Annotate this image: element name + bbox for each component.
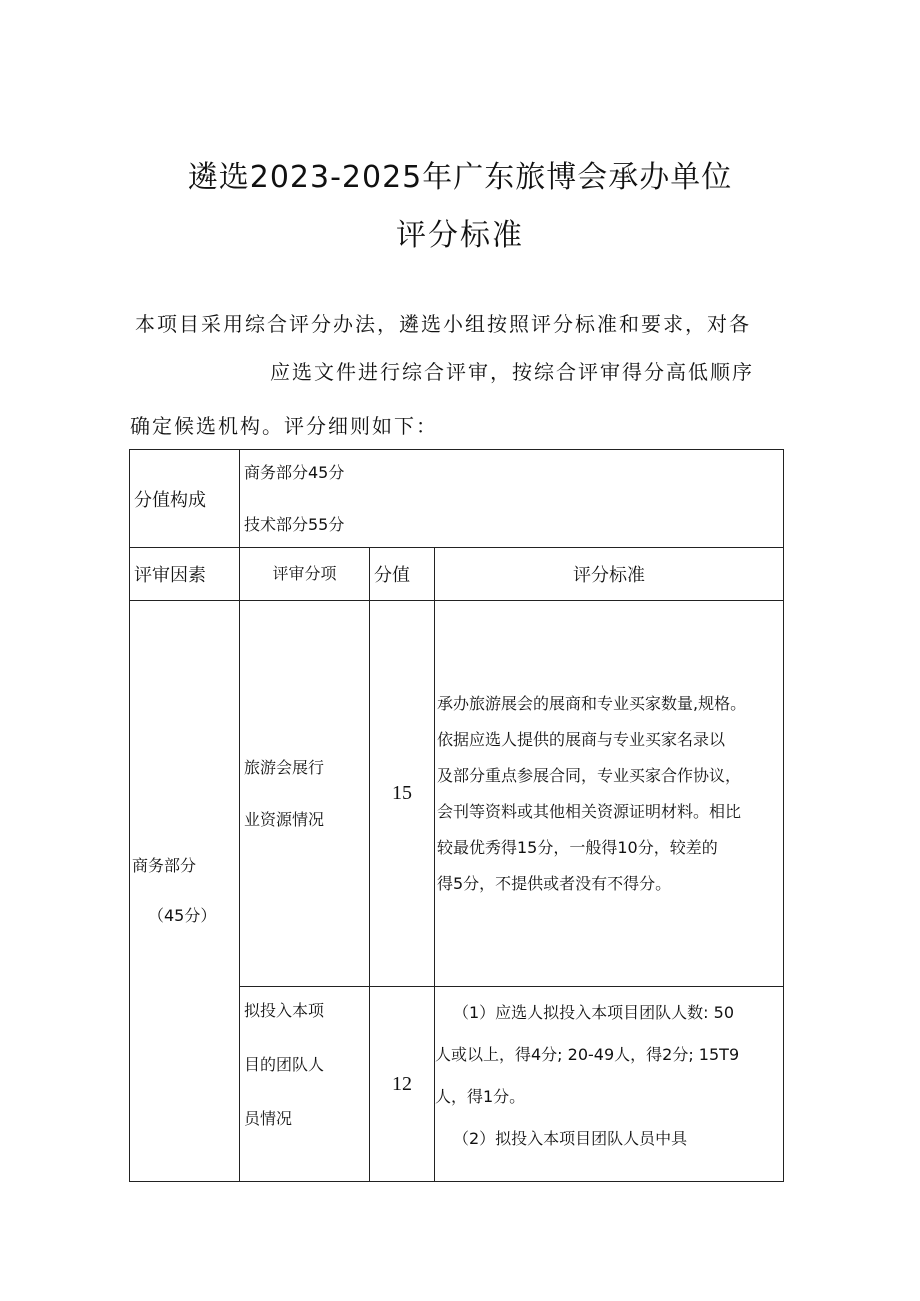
category-cell [130, 601, 240, 1182]
criteria-cell [435, 601, 784, 987]
criteria-line: （1）应选人拟投入本项目团队人数: 50 [453, 1003, 735, 1022]
score-cell: 12 [370, 987, 435, 1182]
header-standard: 评分标准 [435, 548, 784, 601]
criteria-line: 较最优秀得15分，一般得10分，较差的 [437, 837, 718, 857]
composition-item: 技术部分55分 [244, 514, 345, 534]
header-row [130, 548, 784, 601]
intro-line-3: 确定候选机构。评分细则如下： [130, 414, 438, 438]
sub-item-line: 员情况 [244, 1109, 293, 1128]
category-name: 商务部分 [132, 856, 197, 875]
criteria-line: 承办旅游展会的展商和专业买家数量,规格。 [437, 693, 747, 713]
criteria-line: 得5分，不提供或者没有不得分。 [437, 873, 672, 893]
criteria-line: 依据应选人提供的展商与专业买家名录以 [437, 729, 726, 749]
criteria-cell [435, 987, 784, 1182]
composition-label: 分值构成 [130, 450, 240, 548]
sub-item-line: 目的团队人 [244, 1055, 325, 1074]
criteria-line: （2）拟投入本项目团队人员中具 [453, 1129, 688, 1148]
sub-item-cell [240, 987, 370, 1182]
intro-line-1: 本项目采用综合评分办法，遴选小组按照评分标准和要求，对各 [135, 312, 751, 336]
category-points: （45分） [148, 906, 217, 925]
header-sub-item: 评审分项 [240, 548, 370, 601]
criteria-line: 会刊等资料或其他相关资源证明材料。相比 [437, 801, 742, 821]
criteria-line: 人或以上，得4分; 20-49人，得2分; 15T9 [435, 1045, 740, 1064]
sub-item-line: 拟投入本项 [244, 1001, 325, 1020]
document-subtitle: 评分标准 [396, 218, 524, 253]
table-row [130, 601, 784, 987]
composition-items [240, 450, 784, 548]
intro-line-2: 应选文件进行综合评审，按综合评审得分高低顺序 [270, 360, 754, 384]
sub-item-line: 业资源情况 [244, 809, 325, 829]
header-factor: 评审因素 [130, 548, 240, 601]
sub-item-cell [240, 601, 370, 987]
scoring-table [129, 449, 784, 1182]
document-title: 遴选2023-2025年广东旅博会承办单位 [187, 160, 733, 195]
criteria-line: 人，得1分。 [435, 1087, 526, 1106]
criteria-line: 及部分重点参展合同，专业买家合作协议， [437, 765, 742, 785]
composition-item: 商务部分45分 [244, 462, 345, 482]
header-score: 分值 [370, 548, 435, 601]
score-cell: 15 [370, 601, 435, 987]
composition-row [130, 450, 784, 548]
sub-item-line: 旅游会展行 [244, 757, 325, 777]
